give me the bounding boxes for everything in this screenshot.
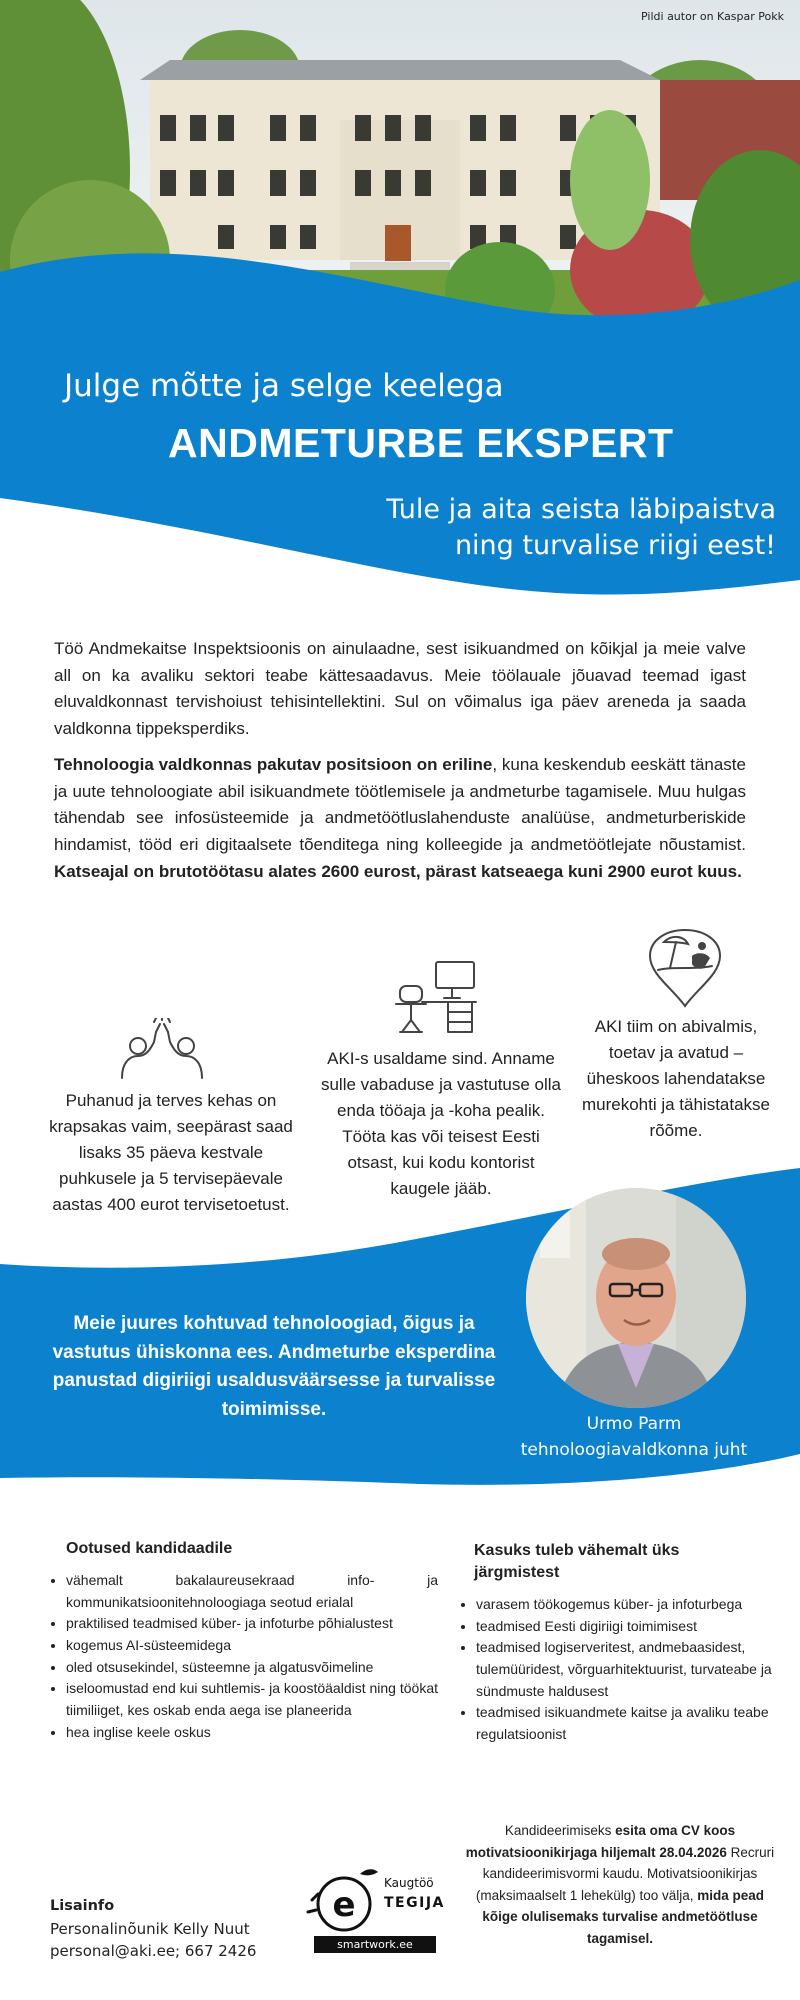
person-name: Urmo Parm <box>586 1414 682 1434</box>
job-title: ANDMETURBE EKSPERT <box>168 420 674 466</box>
logo-word-kaugtoo: Kaugtöö <box>384 1876 434 1890</box>
contact-details: personal@aki.ee; 667 2426 <box>50 1942 257 1960</box>
banner-cta-line2: ning turvalise riigi eest! <box>454 530 776 562</box>
advantages-title: Kasuks tuleb vähemalt üks järgmistest <box>474 1542 680 1582</box>
list-item: • iseloomustad end kui suhtlemis- ja koostöäaldist ning töökat tiimiliiget, kes oskab enda aega ise planeerida <box>66 1678 438 1721</box>
svg-text:e: e <box>332 1885 356 1925</box>
contact-person: Personalinõunik Kelly Nuut <box>50 1920 250 1938</box>
banner-subtitle: Julge mõtte ja selge keelega <box>64 368 504 404</box>
benefit-team: AKI tiim on abivalmis, toetav ja avatud – üheskoos lahendatakse murekohti ja tähistatakse rõõme. <box>581 1017 771 1140</box>
quote-text: Meie juures kohtuvad tehnoloogiad, õigus ja vastutus ühiskonna ees. Andmeturbe eksperdina panustad digiriigi usaldusväärsesse ja turvalisse toimimisse. <box>52 1313 496 1420</box>
list-item: • teadmised Eesti digiriigi toimimisest <box>476 1616 800 1638</box>
high-five-icon <box>116 1018 208 1084</box>
banner-cta <box>316 492 776 565</box>
intro-paragraph-2 <box>54 752 746 885</box>
home-office-desk-icon <box>392 958 478 1040</box>
apply-text-2: Recruri kandideerimisvormi kaudu. Motivatsioonikirjas (maksimaalselt 1 lehekülg) too välja, <box>475 1844 775 1903</box>
banner-cta-line1: Tule ja aita seista läbipaistva <box>386 494 776 525</box>
list-item: • teadmised isikuandmete kaitse ja avaliku teabe regulatsioonist <box>476 1702 800 1745</box>
apply-text-1: Kandideerimiseks <box>504 1823 616 1838</box>
position-highlight: Tehnoloogia valdkonnas pakutav positsioon on eriline <box>54 755 493 774</box>
intro-paragraph-1: Töö Andmekaitse Inspektsioonis on ainulaadne, sest isikuandmed on kõikjal ja meie valve all on ka avaliku sektori teabe kättesaadavus. Meie töölauale jõuavad teemad igast eluvaldkonnast tervishoiust tehisintellektini. Sul on võimalus iga päev areneda ja saada valdkonna tippeksperdiks. <box>54 639 746 739</box>
position-description: , kuna keskendub eeskätt tänaste ja uute tehnoloogiate abil isikuandmete töötlemisele ja andmeturbe tagamisele. Muu hulgas tähendab see infosüsteemide ja andmetöötluslahenduste analüüse, andmeturberiskide hindamist, tööd eri digitaalsete tõenditega ning kolleegide ja andmetöötlejate nõustamist. <box>54 755 746 855</box>
list-item: • kogemus AI-süsteemidega <box>66 1635 438 1657</box>
list-item: • varasem töökogemus küber- ja infoturbega <box>476 1594 800 1616</box>
logo-url-bar: smartwork.ee <box>314 1936 436 1953</box>
list-item: • hea inglise keele oskus <box>66 1722 438 1744</box>
advantages-list <box>454 1594 800 1746</box>
apply-emphasis: mida pead kõige olulisemaks turvalise andmetöötluse tagamisel. <box>482 1887 765 1946</box>
contact-title: Lisainfo <box>50 1898 115 1914</box>
list-item: • teadmised logiserveritest, andmebaasidest, tulemüüridest, võrguarhitektuurist, turvateabe ja sündmuste haldusest <box>476 1637 800 1702</box>
salary-info: Katseajal on brutotöötasu alates 2600 eurost, pärast katseaega kuni 2900 eurot kuus. <box>54 861 742 881</box>
list-item: • vähemalt bakalaureusekraad info- ja kommunikatsioonitehnoloogiaga seotud erialal <box>66 1570 438 1613</box>
benefit-health: Puhanud ja terves kehas on krapsakas vaim, seepärast saad lisaks 35 päeva kestvale puhkusele ja 5 tervisepäevale aastas 400 eurot tervisetoetust. <box>49 1091 293 1214</box>
apply-deadline: esita oma CV koos motivatsioonikirjaga hiljemalt 28.04.2026 <box>465 1823 736 1860</box>
photo-credit: Pildi autor on Kaspar Pokk <box>641 10 784 23</box>
requirements-list <box>44 1570 438 1744</box>
portrait-photo <box>526 1188 746 1408</box>
list-item: • praktilised teadmised küber- ja infoturbe põhialustest <box>66 1613 438 1635</box>
logo-word-tegija: TEGIJA <box>384 1895 445 1911</box>
beach-location-pin-icon <box>644 926 726 1012</box>
application-instructions <box>462 1820 778 1950</box>
person-role: tehnoloogiavaldkonna juht <box>520 1440 748 1460</box>
list-item: • oled otsusekindel, süsteemne ja algatusvõimeline <box>66 1657 438 1679</box>
requirements-title: Ootused kandidaadile <box>66 1540 233 1557</box>
benefit-flexible-work: AKI-s usaldame sind. Anname sulle vabaduse ja vastutuse olla enda tööaja ja -koha pealik. Tööta kas või teisest Eesti otsast, kui kodu kontorist kaugele jääb. <box>320 1049 562 1198</box>
